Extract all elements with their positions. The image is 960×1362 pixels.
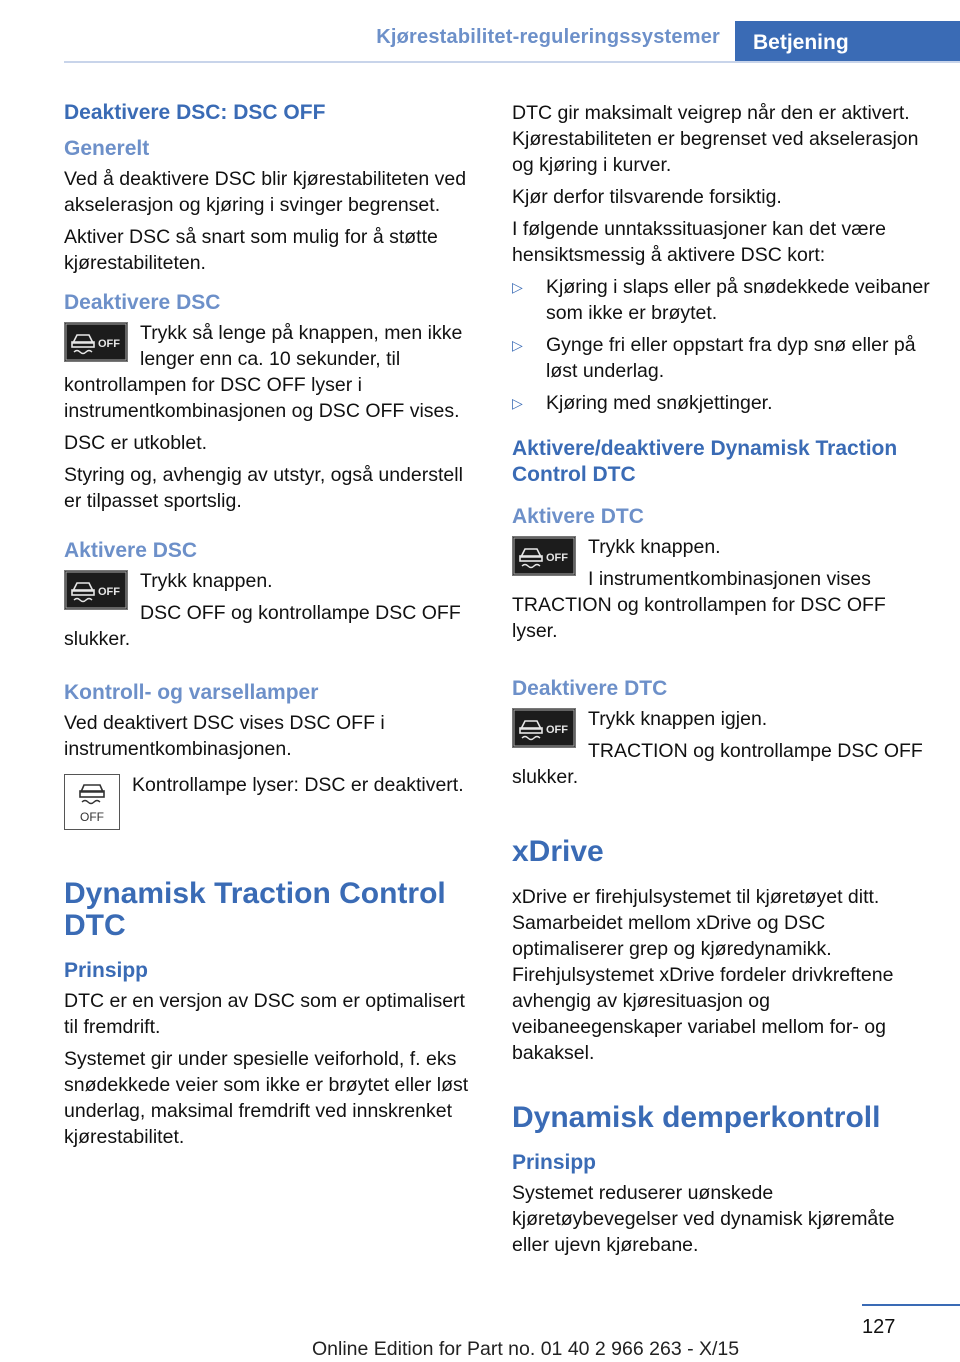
situation-list (512, 274, 932, 416)
heading-deactivate-dsc-off: Deaktivere DSC: DSC OFF (64, 101, 326, 124)
paragraph: Trykk knappen. (140, 570, 273, 592)
lamp-off-text: OFF (80, 810, 104, 824)
list-item: ▷ Kjøring i slaps eller på snødekkede veibaner som ikke er brøytet. (512, 276, 930, 324)
button-off-text: OFF (98, 338, 120, 350)
page-header (0, 0, 960, 64)
header-rule (64, 61, 960, 63)
triangle-bullet-icon: ▷ (512, 337, 523, 353)
paragraph: Kjør derfor tilsvarende forsiktig. (512, 186, 782, 208)
heading-general: Generelt (64, 137, 150, 160)
button-off-text: OFF (546, 552, 568, 564)
page-number: 127 (862, 1316, 896, 1338)
right-column (512, 100, 932, 1264)
paragraph: Systemet gir under spesielle veiforhold, f. eks snødekkede veier som ikke er brøytet eller løst underlag, maksimal fremdrift ved innskrenket kjørestabilitet. (64, 1048, 469, 1148)
paragraph: Trykk så lenge på knappen, men ikke lenger enn ca. 10 sekunder, til kontrollampen for DSC OFF lyser i instrumentkombinasjonen og DSC OFF vises. (64, 322, 463, 422)
heading-dynamic-traction-control: Dynamisk Traction Control DTC (64, 877, 446, 942)
heading-deactivate-dsc: Deaktivere DSC (64, 291, 221, 314)
button-off-text: OFF (98, 586, 120, 598)
edition-footer: Online Edition for Part no. 01 40 2 966 263 - X/15 (312, 1338, 740, 1360)
heading-principle: Prinsipp (64, 959, 149, 982)
left-column (64, 100, 482, 1156)
heading-xdrive: xDrive (512, 835, 604, 868)
list-item: ▷ Kjøring med snøkjettinger. (512, 392, 773, 414)
dsc-off-warning-lamp-icon (64, 774, 120, 830)
triangle-bullet-icon: ▷ (512, 279, 523, 295)
icon-paragraph (64, 568, 482, 652)
icon-paragraph (64, 772, 482, 824)
heading-control-lamps: Kontroll- og varsellamper (64, 681, 319, 704)
paragraph: Aktiver DSC så snart som mulig for å støtte kjørestabiliteten. (64, 226, 438, 274)
header-chapter-tab: Betjening (735, 21, 960, 62)
footer-rule (862, 1304, 960, 1306)
dsc-off-button-icon (64, 570, 128, 610)
paragraph: xDrive er firehjulsystemet til kjøretøyet ditt. Samarbeidet mellom xDrive og DSC optimaliserer grep og kjøredynamikk. Firehjulsystemet xDrive fordeler drivkreftene avhengig av kjøresituasjon og veibaneegenskaper variabel mellom for- og bakaksel. (512, 886, 894, 1064)
dsc-off-button-icon (512, 708, 576, 748)
paragraph: Systemet reduserer uønskede kjøretøybevegelser ved dynamisk kjøremåte eller ujevn kjørebane. (512, 1182, 895, 1256)
paragraph: DTC gir maksimalt veigrep når den er aktivert. Kjørestabiliteten er begrenset ved akselerasjon og kjøring i kurver. (512, 102, 919, 176)
triangle-bullet-icon: ▷ (512, 395, 523, 411)
paragraph: DSC OFF og kontrollampe DSC OFF slukker. (64, 602, 461, 650)
icon-paragraph (64, 320, 482, 424)
icon-paragraph (512, 534, 932, 644)
heading-principle: Prinsipp (512, 1151, 597, 1174)
heading-toggle-dtc: Aktivere/deaktivere Dynamisk Traction Control DTC (512, 437, 898, 486)
paragraph: Ved deaktivert DSC vises DSC OFF i instrumentkombinasjonen. (64, 712, 385, 760)
paragraph: Trykk knappen igjen. (588, 708, 768, 730)
icon-paragraph (512, 706, 932, 790)
paragraph: Trykk knappen. (588, 536, 721, 558)
dsc-off-button-icon (64, 322, 128, 362)
heading-dynamic-damper-control: Dynamisk demperkontroll (512, 1101, 881, 1134)
heading-activate-dsc: Aktivere DSC (64, 539, 198, 562)
paragraph: DTC er en versjon av DSC som er optimalisert til fremdrift. (64, 990, 465, 1038)
paragraph: DSC er utkoblet. (64, 432, 208, 454)
header-section-title: Kjørestabilitet-reguleringssystemer (376, 26, 720, 48)
heading-deactivate-dtc: Deaktivere DTC (512, 677, 668, 700)
paragraph: TRACTION og kontrollampe DSC OFF slukker. (512, 740, 923, 788)
heading-activate-dtc: Aktivere DTC (512, 505, 644, 528)
paragraph: I instrumentkombinasjonen vises TRACTION og kontrollampen for DSC OFF lyser. (512, 568, 886, 642)
paragraph: Ved å deaktivere DSC blir kjørestabiliteten ved akselerasjon og kjøring i svinger begrenset. (64, 168, 467, 216)
list-item: ▷ Gynge fri eller oppstart fra dyp snø eller på løst underlag. (512, 334, 916, 382)
paragraph: Kontrollampe lyser: DSC er deaktivert. (132, 774, 464, 796)
paragraph: I følgende unntakssituasjoner kan det være hensiktsmessig å aktivere DSC kort: (512, 218, 886, 266)
dsc-off-button-icon (512, 536, 576, 576)
paragraph: Styring og, avhengig av utstyr, også understell er tilpasset sportslig. (64, 464, 463, 512)
button-off-text: OFF (546, 724, 568, 736)
